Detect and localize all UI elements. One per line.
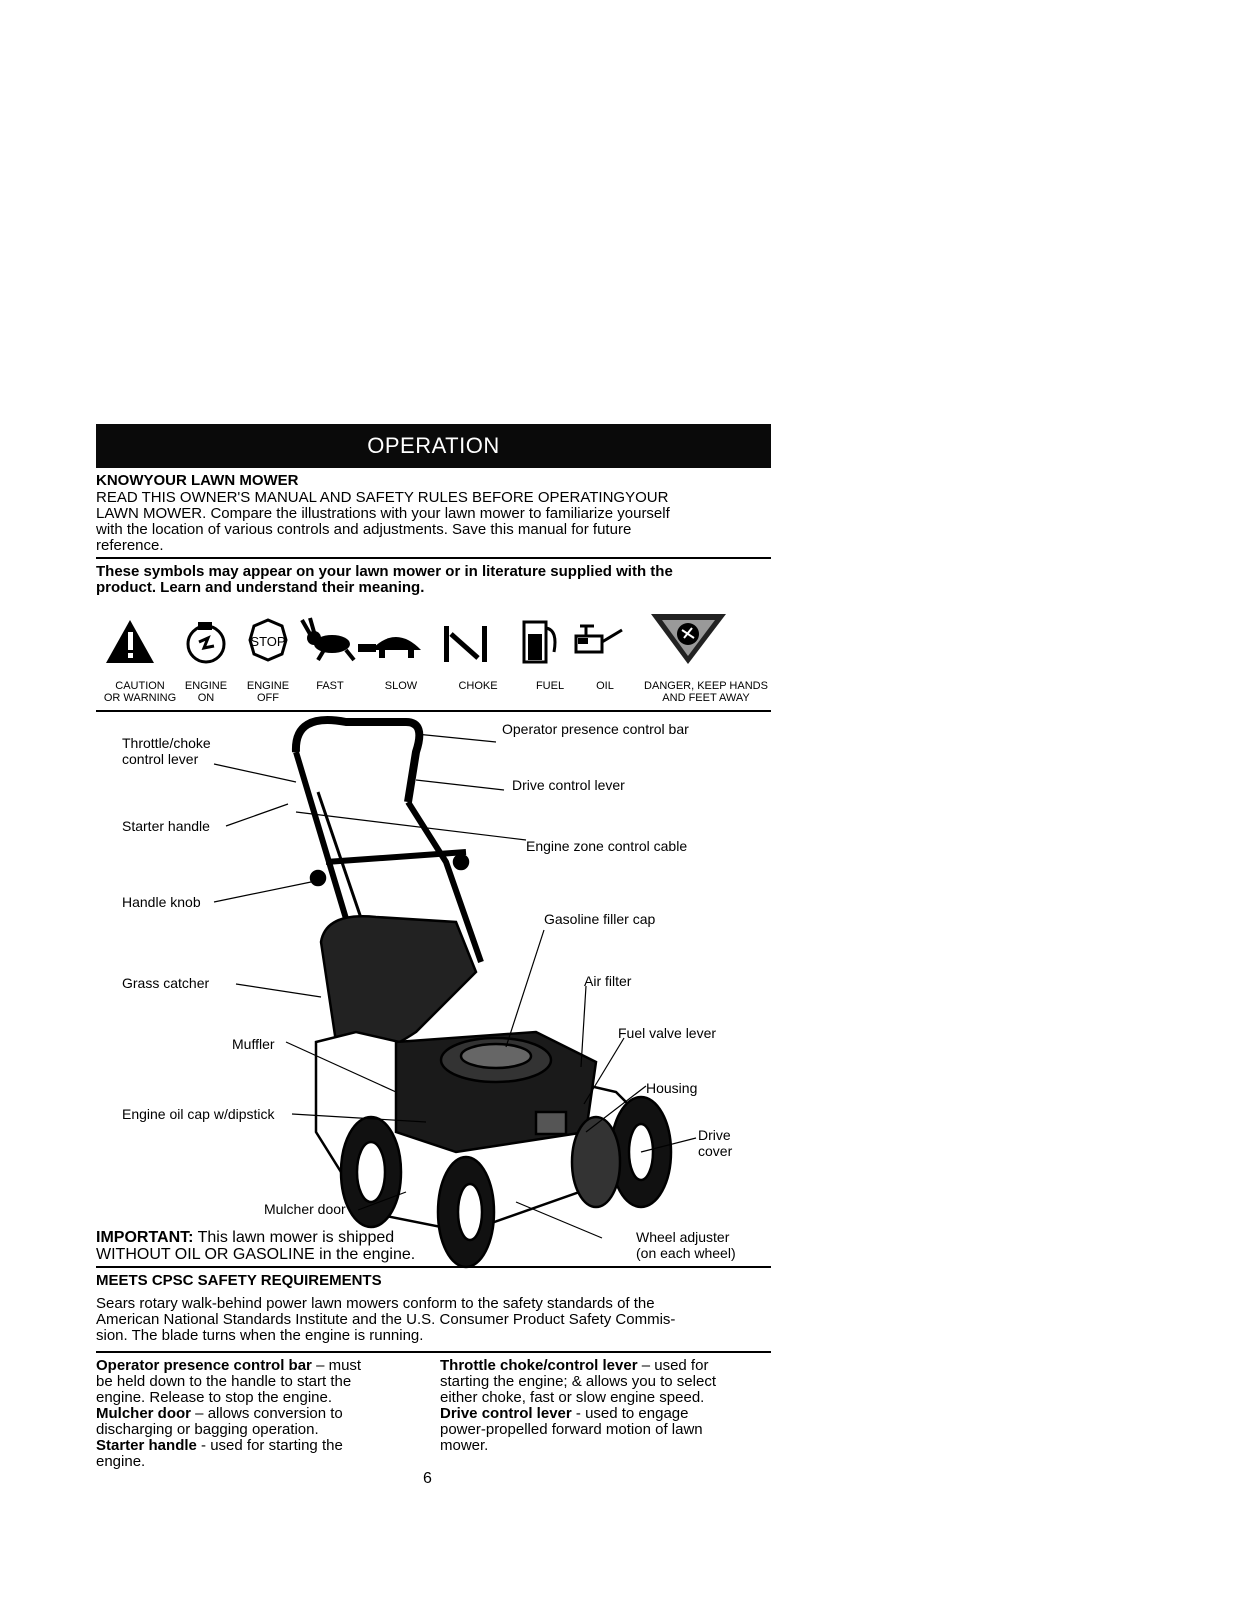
divider — [96, 1266, 771, 1268]
label-housing: Housing — [646, 1080, 698, 1096]
know-line: READ THIS OWNER'S MANUAL AND SAFETY RULES BEFORE OPERATINGYOUR — [96, 489, 669, 506]
label-engine-cable: Engine zone control cable — [526, 838, 688, 854]
caution-triangle-icon — [106, 620, 154, 663]
label-throttle-choke — [122, 735, 211, 767]
rabbit-fast-icon — [302, 618, 354, 660]
definition-text: must — [328, 1357, 362, 1374]
know-line: LAWN MOWER. Compare the illustrations with your lawn mower to familiarize yourself — [96, 505, 670, 522]
definition-text: either choke, fast or slow engine speed. — [440, 1389, 705, 1406]
symbol-label-fuel: FUEL — [535, 680, 565, 692]
symbols-intro-line: These symbols may appear on your lawn mower or in literature supplied with the — [96, 563, 673, 580]
label-drive-lever: Drive control lever — [512, 777, 625, 793]
section-banner — [96, 424, 771, 468]
cpsc-line: Sears rotary walk-behind power lawn mowers conform to the safety standards of the — [96, 1295, 655, 1312]
label-line: Wheel adjuster — [636, 1229, 730, 1245]
know-paragraph — [96, 490, 776, 554]
symbols-intro-line: product. Learn and understand their meaning. — [96, 579, 425, 596]
definition-text: used for starting the — [210, 1437, 343, 1454]
label-line: cover — [698, 1143, 733, 1159]
symbol-label-caution — [100, 680, 180, 704]
definition-term: Throttle choke/control lever — [440, 1357, 638, 1374]
definition-text: allows conversion to — [207, 1405, 343, 1422]
symbol-label-engine-on — [176, 680, 236, 704]
definition-term: Operator presence control bar — [96, 1357, 312, 1374]
definition-term: Starter handle — [96, 1437, 197, 1454]
label-oil-cap: Engine oil cap w/dipstick — [122, 1106, 275, 1122]
definition-text: be held down to the handle to start the — [96, 1373, 352, 1390]
label-air-filter: Air filter — [584, 973, 632, 989]
symbol-label-slow: SLOW — [384, 680, 418, 692]
know-line: reference. — [96, 537, 164, 554]
turtle-slow-icon — [358, 637, 421, 658]
label-line: (on each wheel) — [636, 1245, 736, 1261]
symbol-label-line: ENGINE — [246, 680, 290, 692]
important-text-2: WITHOUT OIL OR GASOLINE in the engine. — [96, 1246, 416, 1263]
engine-off-stop-icon — [250, 620, 286, 660]
symbol-label-line: DANGER, KEEP HANDS — [644, 680, 768, 692]
stop-text: STOP — [250, 634, 286, 649]
symbol-label-line: ON — [197, 692, 215, 704]
divider — [96, 557, 771, 559]
label-handle-knob: Handle knob — [122, 894, 201, 910]
cpsc-paragraph — [96, 1296, 776, 1344]
page-number: 6 — [423, 1470, 432, 1487]
label-fuel-valve: Fuel valve lever — [618, 1025, 717, 1041]
label-starter-handle: Starter handle — [122, 818, 210, 834]
label-grass-catcher: Grass catcher — [122, 975, 210, 991]
important-note — [96, 1229, 415, 1263]
definition-text: starting the engine; & allows you to select — [440, 1373, 716, 1390]
know-heading: KNOWYOUR LAWN MOWER — [96, 472, 299, 489]
symbols-row — [96, 608, 771, 668]
definition-text: engine. Release to stop the engine. — [96, 1389, 333, 1406]
symbol-label-oil: OIL — [596, 680, 614, 692]
fuel-pump-icon — [524, 622, 555, 662]
label-line: Throttle/choke — [122, 735, 211, 751]
oil-can-icon — [576, 626, 622, 652]
definition-text: used to engage — [585, 1405, 689, 1422]
label-muffler: Muffler — [232, 1036, 275, 1052]
definition-sep: – — [311, 1357, 329, 1374]
important-label: IMPORTANT: — [96, 1229, 194, 1246]
definition-text: discharging or bagging operation. — [96, 1421, 319, 1438]
label-mulcher-door: Mulcher door — [264, 1201, 346, 1217]
know-line: with the location of various controls and adjustments. Save this manual for future — [96, 521, 632, 538]
engine-on-icon — [188, 622, 224, 662]
definition-text: power-propelled forward motion of lawn — [440, 1421, 703, 1438]
definition-text: mower. — [440, 1437, 489, 1454]
definition-term: Drive control lever — [440, 1405, 572, 1422]
label-wheel-adjuster — [636, 1229, 736, 1261]
choke-icon — [444, 626, 487, 662]
divider — [96, 1351, 771, 1353]
label-drive-cover — [698, 1127, 732, 1159]
symbols-intro — [96, 564, 776, 596]
definitions-right — [440, 1358, 770, 1454]
definition-sep: – — [637, 1357, 655, 1374]
definition-sep: – — [191, 1405, 208, 1422]
label-line: control lever — [122, 751, 199, 767]
symbol-label-danger — [636, 680, 776, 704]
symbol-label-choke: CHOKE — [458, 680, 498, 692]
symbol-label-line: OR WARNING — [103, 692, 177, 704]
symbol-label-line: AND FEET AWAY — [662, 692, 750, 704]
cpsc-line: sion. The blade turns when the engine is running. — [96, 1327, 424, 1344]
lawn-mower-illustration — [96, 712, 776, 1282]
cpsc-line: American National Standards Institute and the U.S. Consumer Product Safety Commis- — [96, 1311, 676, 1328]
symbol-label-engine-off — [238, 680, 298, 704]
banner-title: OPERATION — [367, 433, 500, 458]
definition-sep: - — [571, 1405, 586, 1422]
definition-text: used for — [654, 1357, 709, 1374]
important-text: This lawn mower is shipped — [193, 1229, 395, 1246]
definitions-left — [96, 1358, 426, 1470]
label-gas-cap: Gasoline filler cap — [544, 911, 656, 927]
cpsc-heading: MEETS CPSC SAFETY REQUIREMENTS — [96, 1272, 382, 1289]
definition-term: Mulcher door — [96, 1405, 192, 1422]
symbol-label-line: ENGINE — [184, 680, 228, 692]
symbol-label-line: OFF — [257, 692, 279, 704]
definition-sep: - — [196, 1437, 211, 1454]
danger-hands-feet-icon — [651, 614, 726, 664]
definition-text: engine. — [96, 1453, 146, 1470]
label-operator-bar: Operator presence control bar — [502, 721, 689, 737]
label-line: Drive — [698, 1127, 731, 1143]
symbol-label-fast: FAST — [316, 680, 344, 692]
symbol-label-line: CAUTION — [115, 680, 165, 692]
